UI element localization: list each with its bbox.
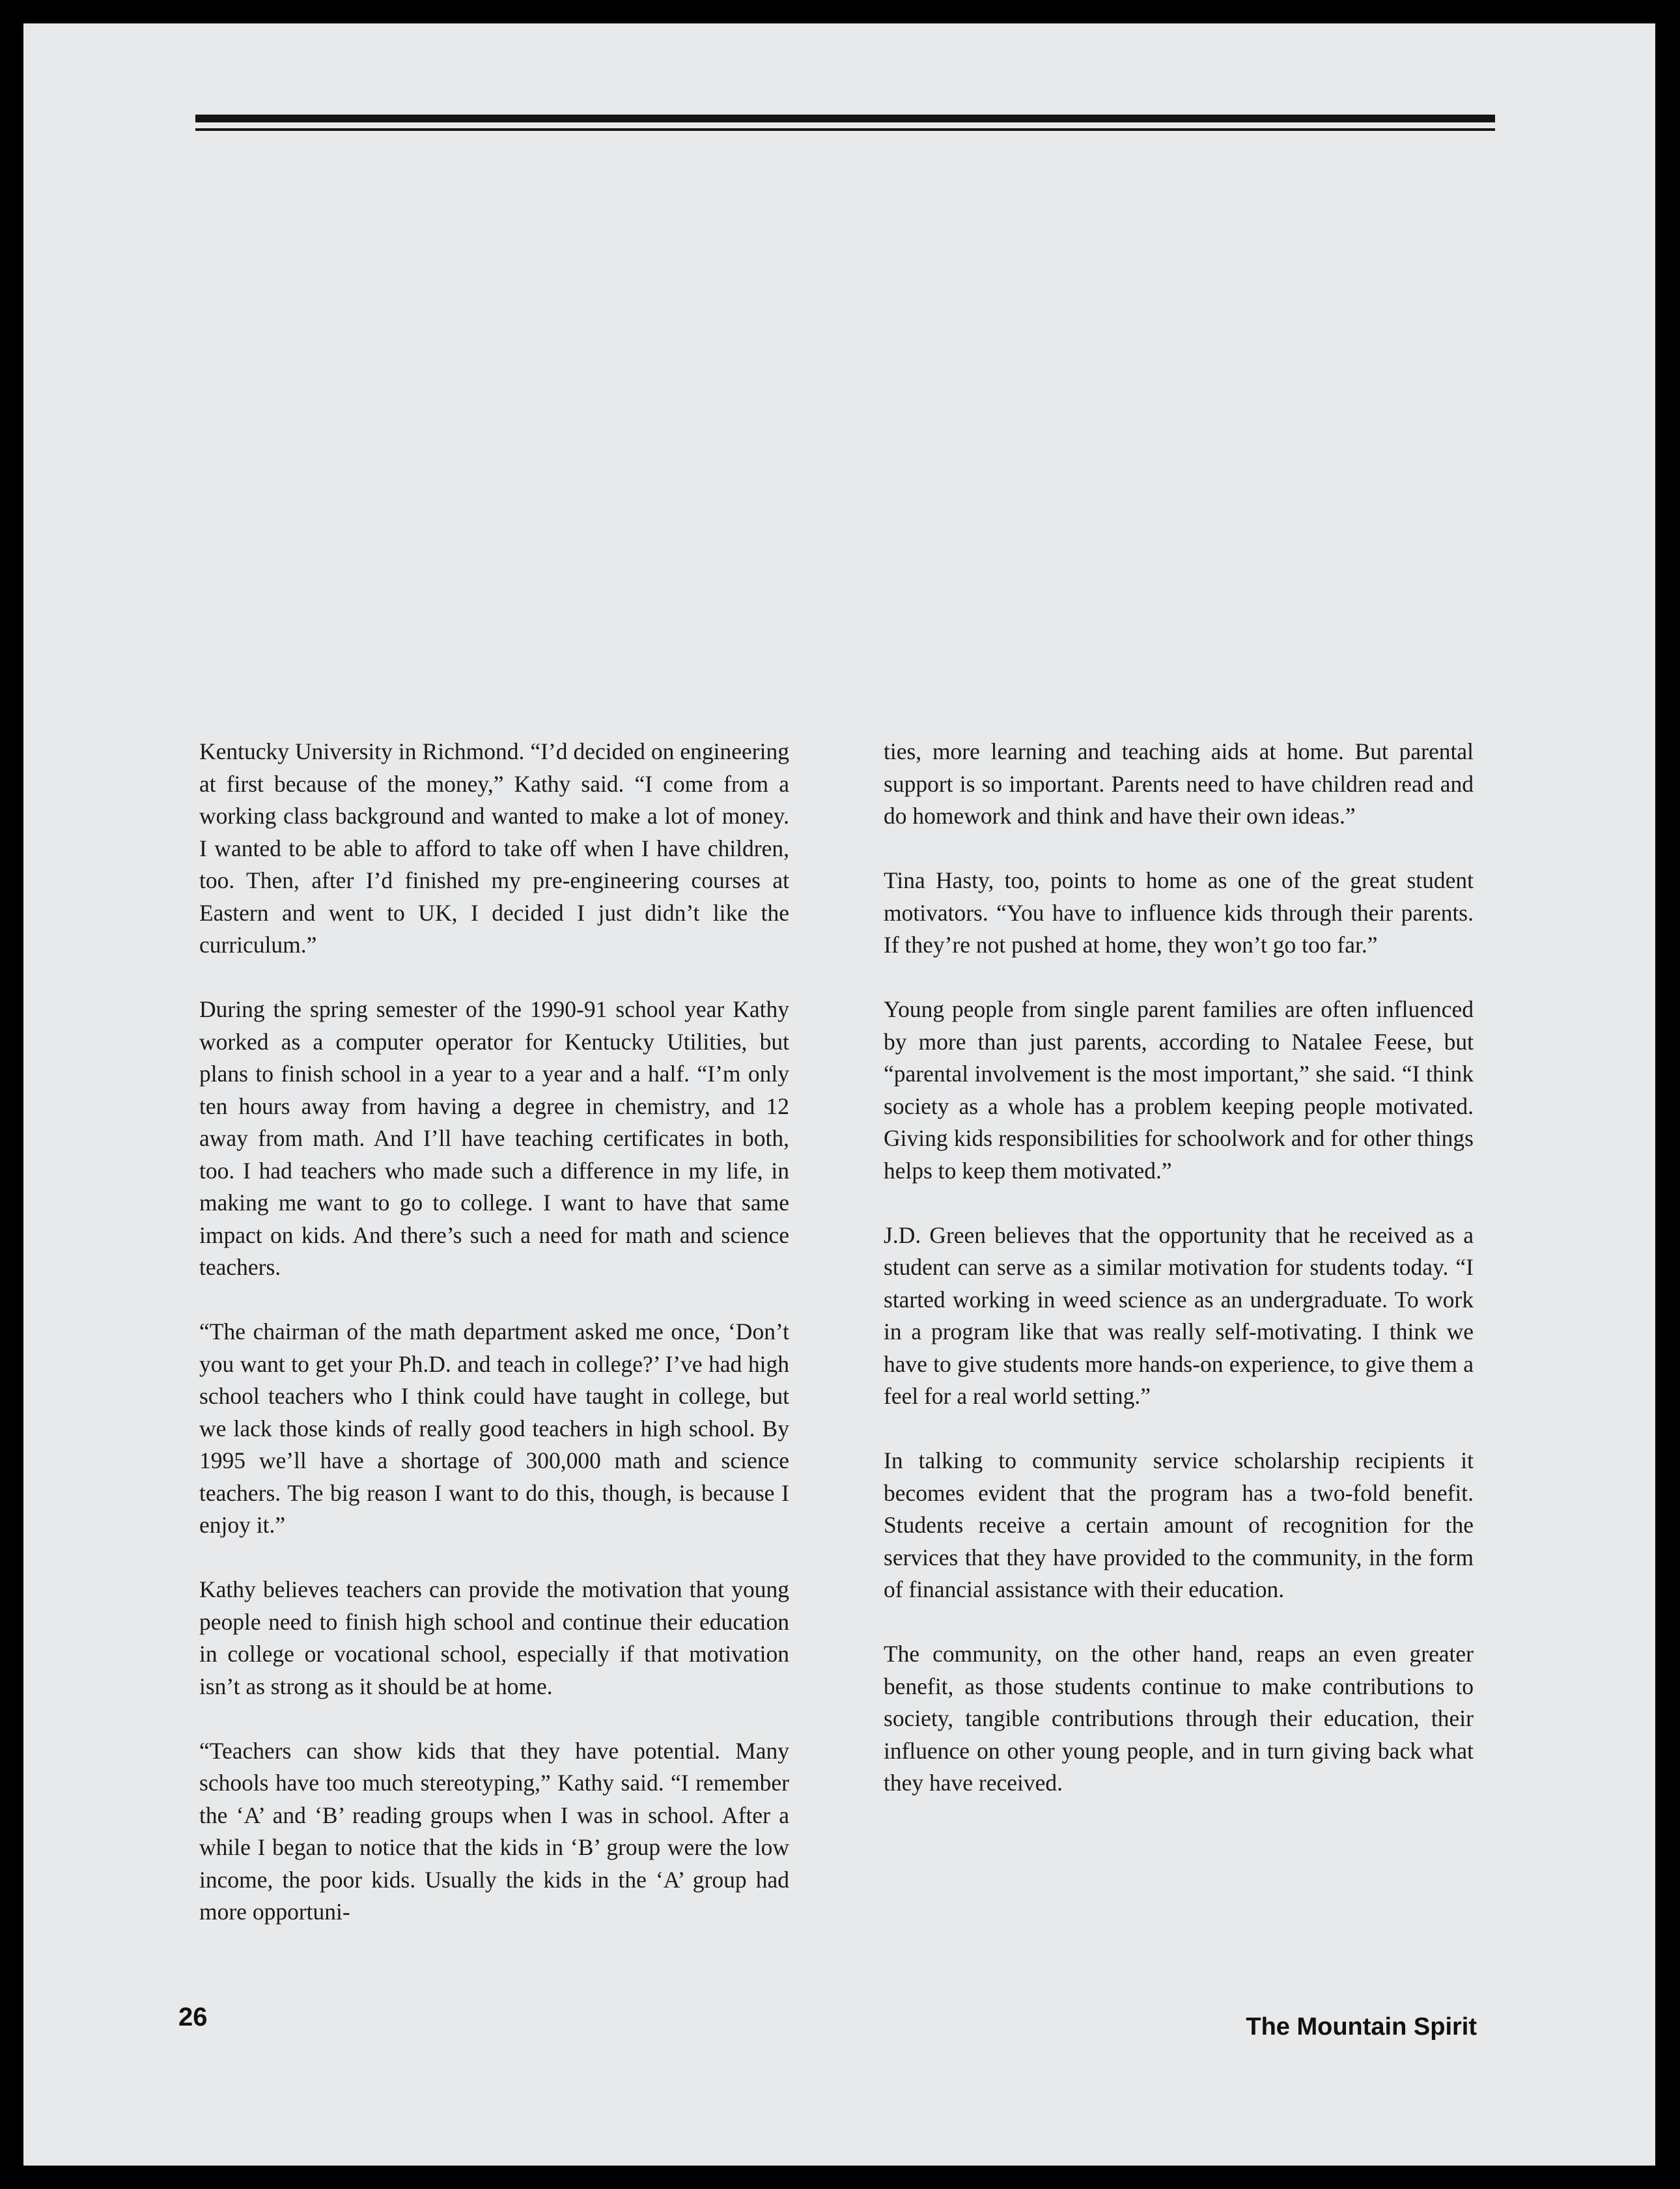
paragraph: ties, more learning and teaching aids at home. But parental support is so important. Parents need to have children read and do homework and think and have their own ideas.” (884, 738, 1474, 829)
paragraph: During the spring semester of the 1990-91 school year Kathy worked as a computer operator for Kentucky Utilities, but plans to finish school in a year to a year and a half. “I’m only ten hours away from having a degree in chemistry, and 12 away from math. And I’ll have teaching certificates in both, too. I had teachers who made such a difference in my life, in making me want to go to college. I want to have that same impact on kids. And there’s such a need for math and science teachers. (199, 996, 789, 1280)
paragraph: Kentucky University in Richmond. “I’d decided on engineering at first because of the money,” Kathy said. “I come from a working class background and wanted to make a lot of money. I wanted to be able to afford to take off when I have children, too. Then, after I’d finished my pre-engineering courses at Eastern and went to UK, I decided I just didn’t like the curriculum.” (199, 738, 789, 958)
paragraph: “The chairman of the math department asked me once, ‘Don’t you want to get your Ph.D. and teach in college?’ I’ve had high school teachers who I think could have taught in college, but we lack those kinds of really good teachers in high school. By 1995 we’ll have a shortage of 300,000 math and science teachers. The big reason I want to do this, though, is because I enjoy it.” (199, 1318, 789, 1538)
header-rule-thick (195, 115, 1495, 122)
publication-name: The Mountain Spirit (1246, 2013, 1477, 2041)
page (23, 23, 1655, 2166)
paragraph: The community, on the other hand, reaps an even greater benefit, as those students continue to make contributions to society, tangible contributions through their education, their influence on other young people, and in turn giving back what they have received. (884, 1641, 1474, 1796)
paragraph: Kathy believes teachers can provide the motivation that young people need to finish high school and continue their education in college or vocational school, especially if that motivation isn’t as strong as it should be at home. (199, 1576, 789, 1699)
paragraph: “Teachers can show kids that they have potential. Many schools have too much stereotyping,” Kathy said. “I remember the ‘A’ and ‘B’ reading groups when I was in school. After a while I began to notice that the kids in ‘B’ group were the low income, the poor kids. Usually the kids in the ‘A’ group had more opportuni- (199, 1737, 789, 1925)
paragraph: Young people from single parent families are often influenced by more than just parents, according to Natalee Feese, but “parental involvement is the most important,” she said. “I think society as a whole has a problem keeping people motivated. Giving kids responsibilities for schoolwork and for other things helps to keep them motivated.” (884, 996, 1474, 1184)
right-column (884, 736, 1474, 1800)
paragraph: In talking to community service scholarship recipients it becomes evident that the program has a two-fold benefit. Students receive a certain amount of recognition for the services that they have provided to the community, in the form of financial assistance with their education. (884, 1447, 1474, 1602)
header-rule-thin (195, 128, 1495, 131)
paragraph: J.D. Green believes that the opportunity that he received as a student can serve as a similar motivation for students today. “I started working in weed science as an undergraduate. To work in a program like that was really self-motivating. I think we have to give students more hands-on experience, to give them a feel for a real world setting.” (884, 1221, 1474, 1409)
paragraph: Tina Hasty, too, points to home as one of the great student motivators. “You have to influence kids through their parents. If they’re not pushed at home, they won’t go too far.” (884, 867, 1474, 958)
left-column (199, 736, 789, 1929)
page-number: 26 (178, 2003, 208, 2031)
